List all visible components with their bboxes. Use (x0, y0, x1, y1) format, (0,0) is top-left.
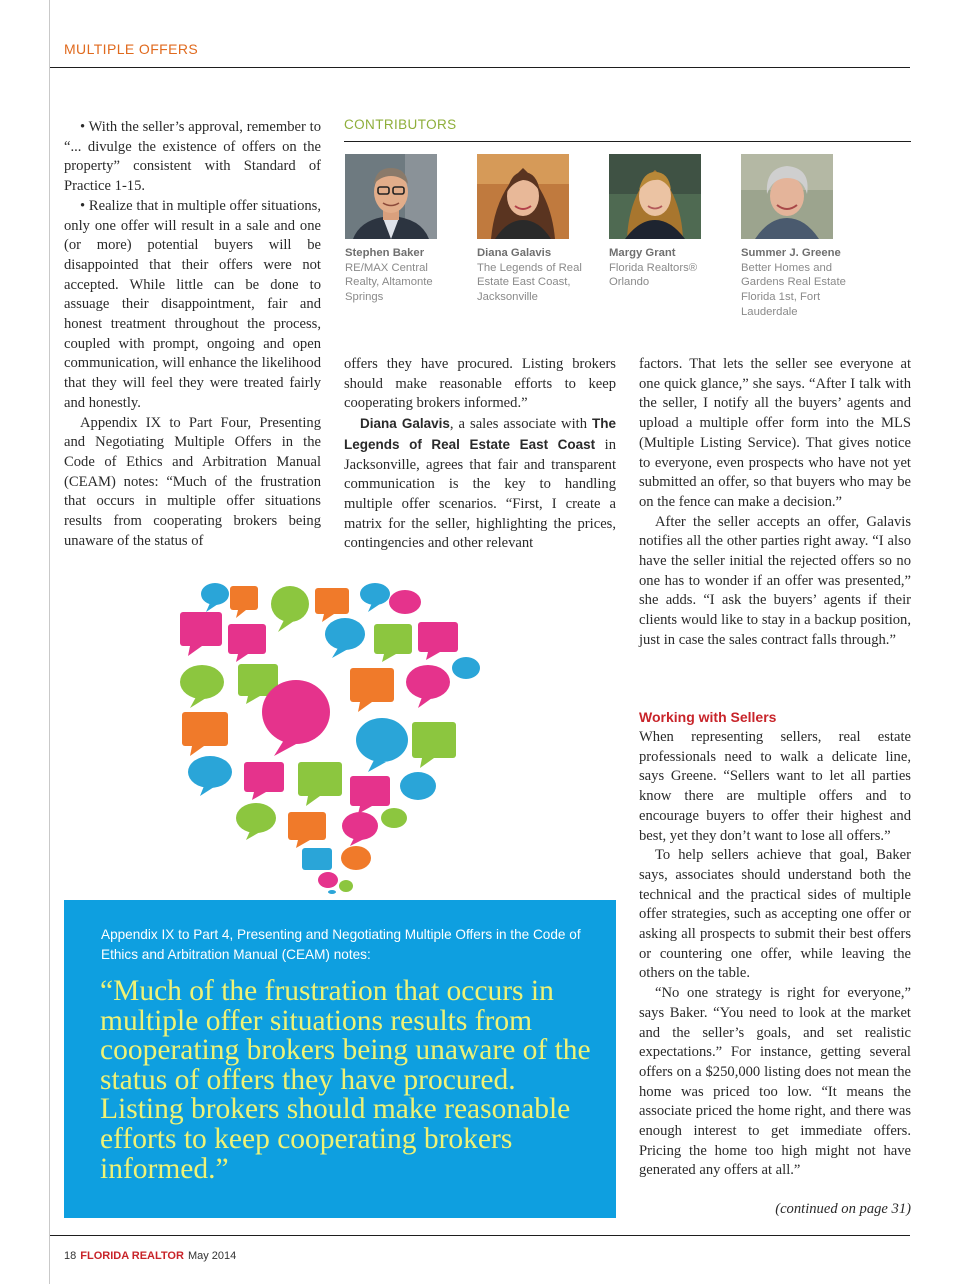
contributor-photo (345, 154, 437, 239)
contributor-affiliation: RE/MAX Central Realty, Altamonte Springs (345, 261, 433, 304)
paragraph: factors. That lets the seller see everyone at one quick glance,” she says. “After I talk with the seller, I notify all the buyers’ agents and upload a multiple offer form into the MLS (Multiple Listing Service). That gives notice to everyone, even prospects who have not yet submitted an offer, so that buyers who may be on the fence can make a decision.” (639, 356, 911, 510)
contributor-name: Margy Grant (609, 247, 676, 259)
paragraph-text: in Jacksonville, agrees that fair and transparent communication is the key to handling multiple offer scenarios. “First, I create a matrix for the seller, highlighting the prices, contingencies and other relevant (344, 436, 616, 552)
footer-rule (50, 1235, 910, 1236)
contributor-card (609, 154, 729, 290)
continued-note: (continued on page 31) (775, 1201, 911, 1217)
paragraph: After the seller accepts an offer, Galavis notifies all the other parties right away. “I also have the seller initial the rejected offers so no one has to wonder if an offer was presented,” she adds. “I ask the buyers’ agents if their clients would like to stay in a backup position, just in case the sales contract falls through.” (639, 513, 911, 648)
paragraph: • Realize that in multiple offer situations, only one offer will result in a sale and one (or more) potential buyers will be disappointed that their offers were not accepted. While little can be done to assuage their disappointment, fair and honest treatment throughout the process, coupled with prompt, ongoing and open communication, will enhance the likelihood that they will feel they were treated fairly and honestly. (64, 197, 321, 411)
paragraph: “No one strategy is right for everyone,” says Baker. “You need to look at the market and the seller’s goals, and set realistic expectations.” For instance, getting several offers on a $250,000 listing does not mean the home was priced too low. “It means the associate priced the home right, and there was enough interest to get immediate offers. Pricing the home too high might not have generated any offers at all.” (639, 985, 911, 1179)
contributors-rule (344, 141, 911, 142)
pull-quote-text: “Much of the frustration that occurs in multiple offer situations results from cooperating brokers being unaware of the status of offers they have procured. Listing brokers should make reasonable efforts to keep cooperating brokers informed.” (100, 975, 591, 1185)
issue-date: May 2014 (187, 1250, 237, 1262)
pull-quote-box (64, 900, 616, 1218)
paragraph (344, 414, 616, 554)
page-gutter-line (49, 0, 50, 1284)
paragraph: offers they have procured. Listing brokers should make reasonable efforts to keep cooperating brokers informed.” (344, 356, 616, 412)
contributor-affiliation: Florida Realtors® Orlando (609, 261, 698, 289)
speech-bubble-icon (180, 583, 480, 894)
paragraph: When representing sellers, real estate professionals need to walk a delicate line, says Greene. “Sellers want to let all parties know there are multiple offers and to encourage buyers to offer their highest and best, yet they don’t want to lose all offers.” (639, 729, 911, 844)
contributor-photo (477, 154, 569, 239)
contributor-name: Summer J. Greene (741, 247, 841, 259)
contributor-photo (741, 154, 833, 239)
contributor-affiliation: The Legends of Real Estate East Coast, Jacksonville (477, 261, 582, 304)
section-title: MULTIPLE OFFERS (64, 41, 199, 57)
page-number: 18 (64, 1250, 77, 1262)
contributor-card (345, 154, 465, 305)
company-name: The Legends of Real Estate East Coast (344, 416, 616, 452)
pull-quote-intro: Appendix IX to Part 4, Presenting and Negotiating Multiple Offers in the Code of Ethics and Arbitration Manual (CEAM) notes: (101, 927, 581, 962)
contributor-affiliation: Better Homes and Gardens Real Estate Florida 1st, Fort Lauderdale (741, 261, 846, 318)
person-name: Diana Galavis (360, 416, 450, 432)
subheading-working-with-sellers: Working with Sellers (639, 709, 777, 725)
contributor-photo (609, 154, 701, 239)
contributor-card (477, 154, 597, 305)
contributors-heading: CONTRIBUTORS (344, 117, 457, 132)
paragraph: Appendix IX to Part Four, Presenting and Negotiating Multiple Offers in the Code of Ethics and Arbitration Manual (CEAM) notes: “Much of the frustration that occurs in multiple offer situations results from cooperating brokers being unaware of the status of (64, 414, 321, 549)
paragraph: • With the seller’s approval, remember to “... divulge the existence of offers on the property” consistent with Standard of Practice 1-15. (64, 119, 321, 195)
paragraph-text: , a sales associate with (449, 416, 592, 433)
paragraph: To help sellers achieve that goal, Baker says, associates should understand both the technical and the practical sides of multiple offer strategies, such as accepting one offer or asking all prospects to submit their best offers or countering one offer, while leaving the others on the table. (639, 847, 911, 982)
contributor-name: Diana Galavis (477, 247, 552, 259)
body-column-2 (344, 355, 616, 554)
contributor-name: Stephen Baker (345, 247, 425, 259)
page-footer (64, 1250, 236, 1262)
contributor-card (741, 154, 861, 320)
magazine-name: FLORIDA REALTOR (80, 1250, 184, 1262)
speech-bubbles-illustration (160, 572, 494, 894)
body-column-1 (64, 118, 321, 551)
body-column-3 (639, 355, 911, 651)
header-rule (50, 67, 910, 68)
body-column-3b (639, 728, 911, 1181)
